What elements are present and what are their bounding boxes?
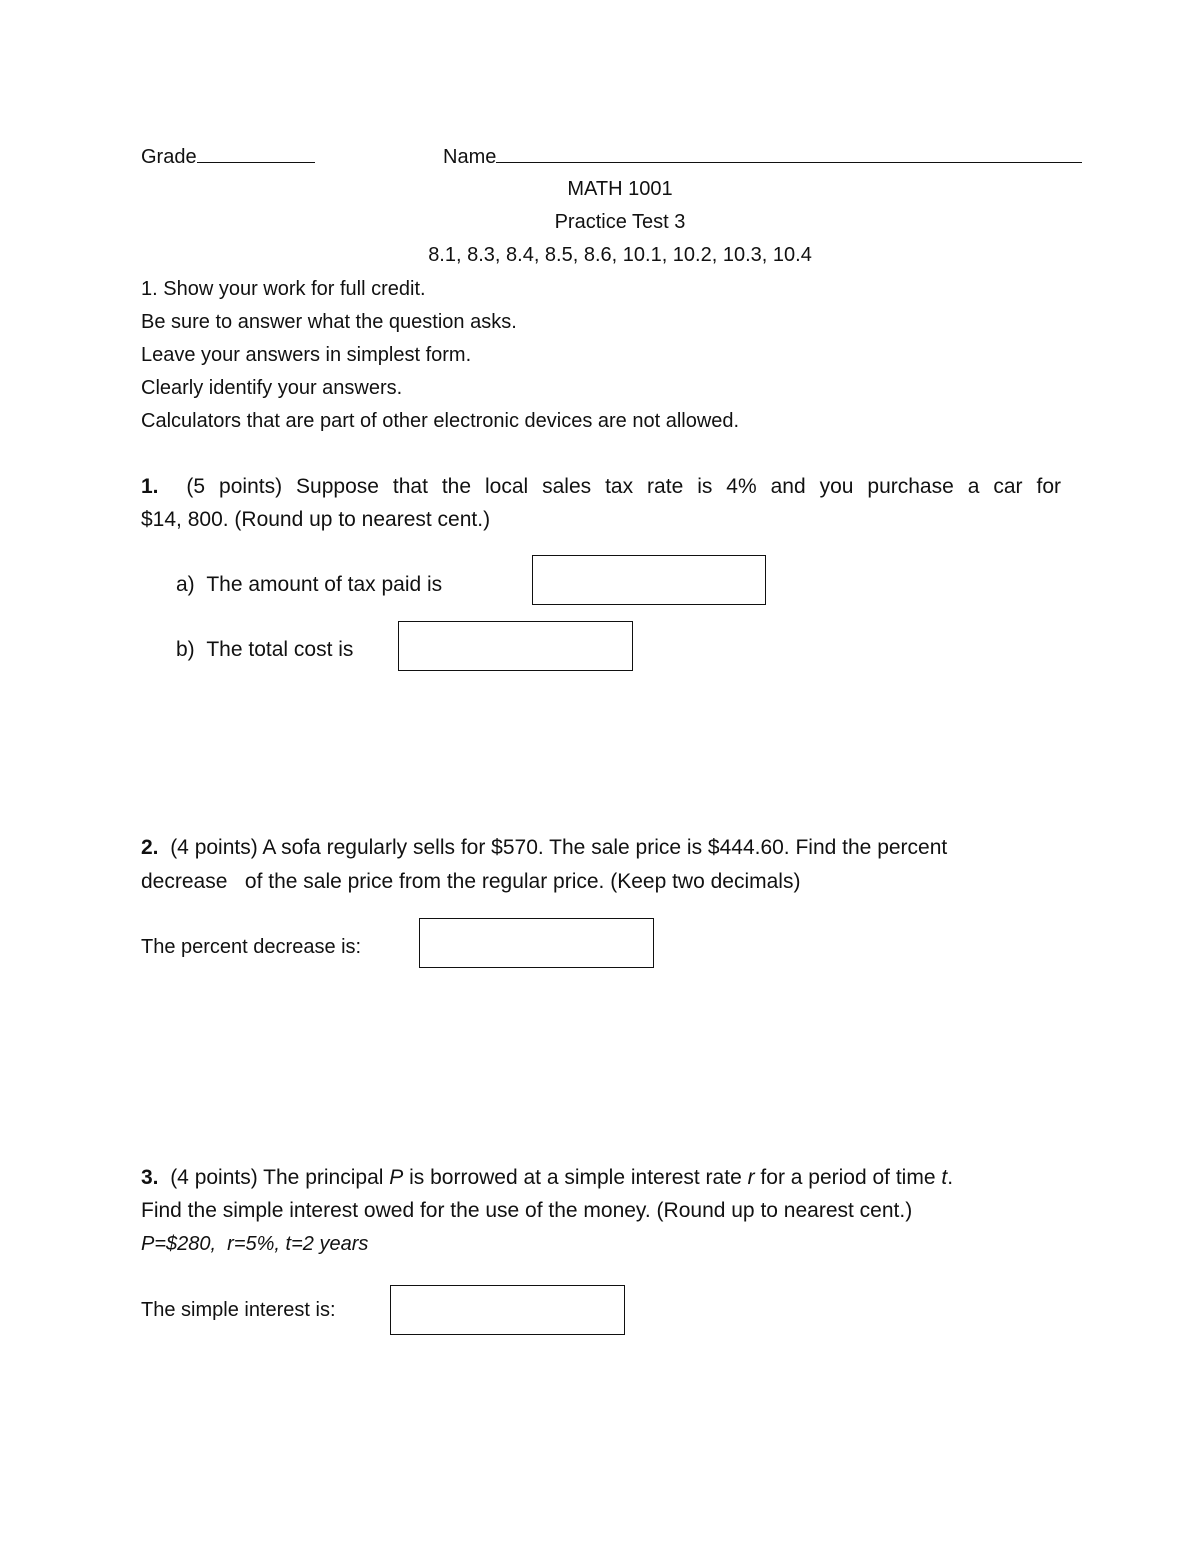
question-3-text-c: for a period of time	[754, 1166, 942, 1189]
grade-field[interactable]	[141, 142, 315, 170]
part-a-label: a)	[176, 573, 195, 596]
question-2-number: 2.	[141, 836, 159, 859]
part-b-label: b)	[176, 638, 195, 661]
instruction-line: Be sure to answer what the question asks.	[141, 311, 517, 333]
question-3-text-a: (4 points) The principal	[170, 1166, 390, 1189]
percent-decrease-label: The percent decrease is:	[141, 936, 362, 958]
question-3-givens: P=$280, r=5%, t=2 years	[141, 1233, 369, 1255]
grade-label: Grade	[141, 146, 197, 168]
question-3-line1	[141, 1165, 953, 1191]
percent-decrease-answer-box[interactable]	[419, 918, 654, 968]
name-field[interactable]	[443, 142, 1082, 170]
part-a-text: The amount of tax paid is	[206, 573, 443, 596]
part-b-text: The total cost is	[206, 638, 354, 661]
tax-answer-box[interactable]	[532, 555, 766, 605]
question-1a	[176, 572, 442, 598]
question-2-line2: decrease of the sale price from the regular price. (Keep two decimals)	[141, 870, 801, 893]
question-2-line1	[141, 835, 947, 861]
simple-interest-answer-box[interactable]	[390, 1285, 625, 1335]
question-3-number: 3.	[141, 1166, 159, 1189]
test-title: Practice Test 3	[554, 211, 686, 233]
instruction-line: Leave your answers in simplest form.	[141, 344, 472, 366]
simple-interest-label: The simple interest is:	[141, 1299, 336, 1321]
instruction-line: Clearly identify your answers.	[141, 377, 403, 399]
question-3-line2: Find the simple interest owed for the use of the money. (Round up to nearest cent.)	[141, 1199, 913, 1222]
question-1-text: (5 points) Suppose that the local sales tax rate is 4% and you purchase a car for	[186, 475, 1061, 498]
name-label: Name	[443, 146, 497, 168]
instruction-line: Calculators that are part of other electronic devices are not allowed.	[141, 410, 740, 432]
question-2-text: (4 points) A sofa regularly sells for $570. The sale price is $444.60. Find the percent	[170, 836, 948, 859]
question-1-line2: $14, 800. (Round up to nearest cent.)	[141, 508, 491, 531]
instruction-line: 1. Show your work for full credit.	[141, 278, 426, 300]
question-1-line1	[141, 474, 1061, 500]
question-3-text-b: is borrowed at a simple interest rate	[403, 1166, 748, 1189]
variable-p: P	[389, 1166, 404, 1189]
question-1-number: 1.	[141, 475, 159, 498]
grade-blank[interactable]	[197, 142, 315, 163]
question-1b	[176, 637, 353, 663]
course-title: MATH 1001	[567, 178, 673, 200]
name-blank[interactable]	[496, 142, 1082, 163]
total-cost-answer-box[interactable]	[398, 621, 633, 671]
section-list: 8.1, 8.3, 8.4, 8.5, 8.6, 10.1, 10.2, 10.3, 10.4	[428, 244, 812, 266]
variable-t: t	[941, 1166, 948, 1189]
question-3-text-d: .	[947, 1166, 954, 1189]
variable-r: r	[747, 1166, 755, 1189]
